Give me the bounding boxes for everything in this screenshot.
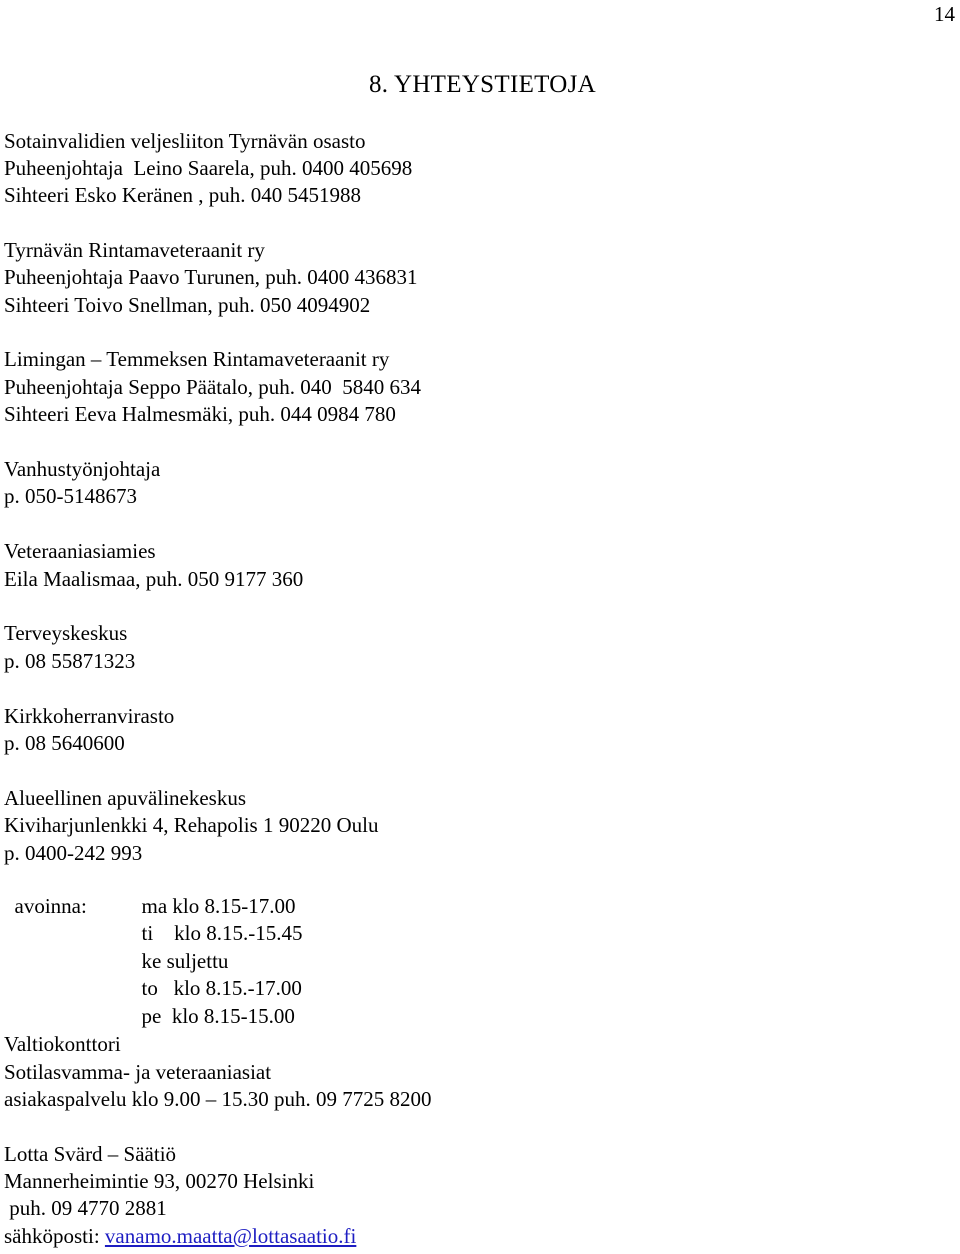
title-vanhustyonjohtaja: Vanhustyönjohtaja (4, 457, 161, 481)
email-row-lotta-svard (4, 1223, 356, 1249)
title-terveyskeskus: Terveyskeskus (4, 621, 128, 645)
email-label: sähköposti: (4, 1224, 105, 1248)
hours-thursday: to klo 8.15.-17.00 (141, 976, 302, 1000)
page-number: 14 (934, 2, 955, 26)
service-valtiokonttori: asiakaspalvelu klo 9.00 – 15.30 puh. 09 7725 8200 (4, 1087, 432, 1111)
hours-wednesday: ke suljettu (141, 949, 229, 973)
chair-liminka-rintamaveteraanit: Puheenjohtaja Seppo Päätalo, puh. 040 5840 634 (4, 375, 422, 399)
phone-terveyskeskus: p. 08 55871323 (4, 649, 136, 673)
chair-sotainvalidit: Puheenjohtaja Leino Saarela, puh. 0400 405698 (4, 156, 413, 180)
org-name-liminka-rintamaveteraanit: Limingan – Temmeksen Rintamaveteraanit ry (4, 347, 390, 371)
phone-vanhustyonjohtaja: p. 050-5148673 (4, 484, 137, 508)
hours-row-friday (4, 977, 295, 1029)
email-link[interactable]: vanamo.maatta@lottasaatio.fi (104, 1224, 357, 1248)
address-lotta-svard: Mannerheimintie 93, 00270 Helsinki (4, 1169, 315, 1193)
title-kirkkoherranvirasto: Kirkkoherranvirasto (4, 704, 175, 728)
phone-apuvalinekeskus: p. 0400-242 993 (4, 841, 143, 865)
org-name-sotainvalidit: Sotainvalidien veljesliiton Tyrnävän osasto (4, 129, 366, 153)
hours-friday: pe klo 8.15-15.00 (141, 1004, 295, 1028)
hours-tuesday: ti klo 8.15.-15.45 (141, 921, 303, 945)
title-apuvalinekeskus: Alueellinen apuvälinekeskus (4, 786, 247, 810)
chair-tyrnava-rintamaveteraanit: Puheenjohtaja Paavo Turunen, puh. 0400 436831 (4, 265, 418, 289)
person-veteraaniasiamies: Eila Maalismaa, puh. 050 9177 360 (4, 567, 304, 591)
address-apuvalinekeskus: Kiviharjunlenkki 4, Rehapolis 1 90220 Oulu (4, 813, 379, 837)
title-lotta-svard: Lotta Svärd – Säätiö (4, 1142, 177, 1166)
secretary-sotainvalidit: Sihteeri Esko Keränen , puh. 040 5451988 (4, 183, 361, 207)
hours-label: avoinna: (14, 894, 87, 918)
hours-monday: ma klo 8.15-17.00 (141, 894, 296, 918)
phone-kirkkoherranvirasto: p. 08 5640600 (4, 731, 125, 755)
secretary-liminka-rintamaveteraanit: Sihteeri Eeva Halmesmäki, puh. 044 0984 780 (4, 402, 396, 426)
phone-lotta-svard: puh. 09 4770 2881 (4, 1196, 167, 1220)
org-name-tyrnava-rintamaveteraanit: Tyrnävän Rintamaveteraanit ry (4, 238, 265, 262)
title-veteraaniasiamies: Veteraaniasiamies (4, 539, 156, 563)
subtitle-valtiokonttori: Sotilasvamma- ja veteraaniasiat (4, 1060, 272, 1084)
section-title: 8. YHTEYSTIETOJA (369, 71, 597, 98)
title-valtiokonttori: Valtiokonttori (4, 1032, 121, 1056)
secretary-tyrnava-rintamaveteraanit: Sihteeri Toivo Snellman, puh. 050 4094902 (4, 293, 371, 317)
